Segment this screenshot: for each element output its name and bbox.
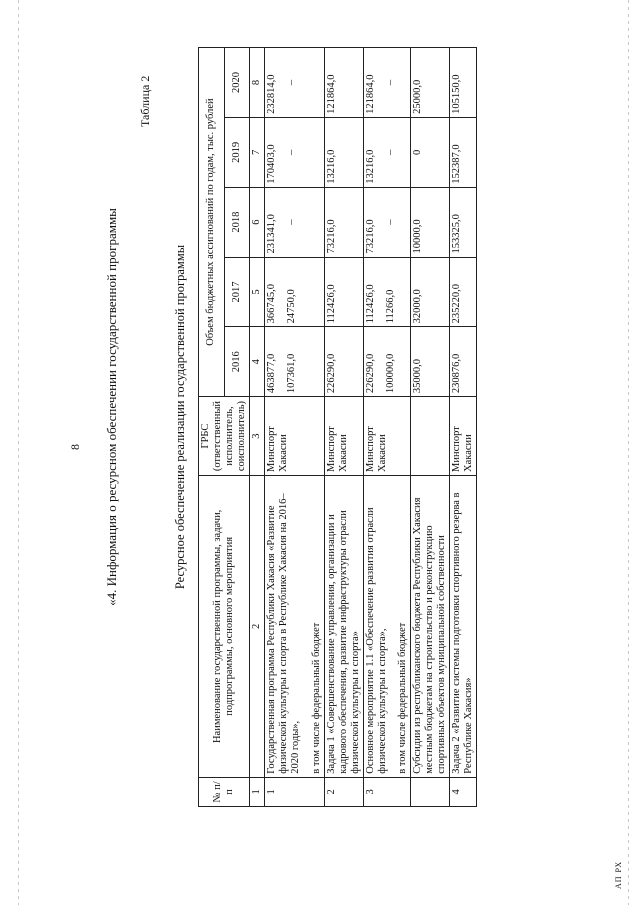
header-year: 2017 xyxy=(224,257,250,327)
row-name: Задача 1 «Совершенствование управления, организации и кадрового обеспечения, развитие инфраструктуры отрасли физической культуры и спорта» xyxy=(324,475,363,777)
column-index: 1 xyxy=(250,777,265,806)
table-row xyxy=(324,48,363,807)
header-name: Наименование государственной программы, задачи, подпрограммы, основного мероприятия xyxy=(199,475,250,777)
value: 231341,0 xyxy=(266,214,278,254)
value: 121864,0 xyxy=(364,74,376,114)
row-grbs: Минспорт Хакасии xyxy=(450,397,477,476)
value: 13216,0 xyxy=(364,149,376,184)
table-caption: Ресурсное обеспечение реализации государственной программы xyxy=(173,244,187,590)
federal-value: – xyxy=(384,219,396,225)
header-year: 2018 xyxy=(224,187,250,257)
value-2016: 230876,0 xyxy=(450,327,477,397)
page-number: 8 xyxy=(68,444,82,450)
header-volume: Объем бюджетных ассигнований по годам, тыс. рублей xyxy=(199,48,225,397)
row-number: 1 xyxy=(265,777,324,806)
value-2017: 32000,0 xyxy=(410,257,449,327)
value-2020: 105150,0 xyxy=(450,48,477,118)
value-2020: 25000,0 xyxy=(410,48,449,118)
column-index: 3 xyxy=(250,397,265,476)
column-index: 6 xyxy=(250,187,265,257)
row-name-cell xyxy=(265,475,324,777)
value-2019: 0 xyxy=(410,117,449,187)
value-2018: 153325,0 xyxy=(450,187,477,257)
federal-value: 107361,0 xyxy=(286,353,298,394)
row-grbs: Минспорт Хакасии xyxy=(324,397,363,476)
row-number: 4 xyxy=(450,777,477,806)
value-2018: 73216,0 xyxy=(324,187,363,257)
value-2017-cell xyxy=(363,257,410,327)
row-name: Субсидии из республиканского бюджета Республики Хакасия местным бюджетам на строительство и реконструкцию спортивных объектов муниципальной собственности xyxy=(410,475,449,777)
federal-budget-label: в том числе федеральный бюджет xyxy=(396,622,408,774)
row-name: Государственная программа Республики Хакасия «Развитие физической культуры и спорта в Республике Хакасия на 2016–2020 годы», xyxy=(266,493,302,774)
value-2019: 152387,0 xyxy=(450,117,477,187)
table-row xyxy=(410,48,449,807)
federal-value: – xyxy=(286,79,298,86)
rotated-content xyxy=(8,8,632,897)
table-row xyxy=(363,48,410,807)
row-grbs: Минспорт Хакасии xyxy=(265,397,324,476)
row-name-cell xyxy=(363,475,410,777)
header-year: 2019 xyxy=(224,117,250,187)
value-2016-cell xyxy=(265,327,324,397)
row-number: 2 xyxy=(324,777,363,806)
header-year: 2020 xyxy=(224,48,250,118)
column-index: 7 xyxy=(250,117,265,187)
table-row xyxy=(265,48,324,807)
federal-value: – xyxy=(286,219,298,225)
value-2020-cell xyxy=(265,48,324,118)
row-number xyxy=(410,777,449,806)
federal-value: 100000,0 xyxy=(384,353,396,394)
federal-value: 24750,0 xyxy=(286,289,298,324)
value: 366745,0 xyxy=(266,283,278,324)
header-year: 2016 xyxy=(224,327,250,397)
table-row xyxy=(450,48,477,807)
value: 232814,0 xyxy=(266,74,278,114)
value: 463877,0 xyxy=(266,353,278,394)
value-2018-cell xyxy=(363,187,410,257)
federal-budget-label: в том числе федеральный бюджет xyxy=(310,622,322,774)
federal-value: – xyxy=(384,149,396,155)
column-index: 5 xyxy=(250,257,265,327)
value: 226290,0 xyxy=(364,353,376,394)
row-grbs: Минспорт Хакасии xyxy=(363,397,410,476)
value-2017: 112426,0 xyxy=(324,257,363,327)
federal-value: – xyxy=(384,79,396,86)
row-name: Основное мероприятие 1.1 «Обеспечение развития отрасли физической культуры и спорта», xyxy=(364,507,388,774)
value-2019-cell xyxy=(265,117,324,187)
header-no: № п/п xyxy=(199,777,250,806)
value-2019: 13216,0 xyxy=(324,117,363,187)
section-title: «4. Информация о ресурсном обеспечении государственной программы xyxy=(104,208,119,606)
value-2018-cell xyxy=(265,187,324,257)
column-index: 2 xyxy=(250,475,265,777)
footer-stamp: АП РХ xyxy=(614,860,623,889)
value-2016: 226290,0 xyxy=(324,327,363,397)
column-index: 4 xyxy=(250,327,265,397)
value-2019-cell xyxy=(363,117,410,187)
value-2016: 35000,0 xyxy=(410,327,449,397)
column-index-row xyxy=(250,48,265,807)
value-2020: 121864,0 xyxy=(324,48,363,118)
value-2017: 235220,0 xyxy=(450,257,477,327)
value: 73216,0 xyxy=(364,219,376,254)
resource-table xyxy=(198,47,477,807)
value: 112426,0 xyxy=(364,284,376,324)
column-index: 8 xyxy=(250,48,265,118)
table-label: Таблица 2 xyxy=(138,75,152,127)
federal-value: 11266,0 xyxy=(384,289,396,324)
federal-value: – xyxy=(286,149,298,155)
value-2016-cell xyxy=(363,327,410,397)
row-number: 3 xyxy=(363,777,410,806)
row-name: Задача 2 «Развитие системы подготовки спортивного резерва в Республике Хакасия» xyxy=(450,475,477,777)
row-grbs xyxy=(410,397,449,476)
value-2018: 10000,0 xyxy=(410,187,449,257)
value-2017-cell xyxy=(265,257,324,327)
value-2020-cell xyxy=(363,48,410,118)
value: 170403,0 xyxy=(266,144,278,184)
header-grbs: ГРБС (ответственный исполнитель, соисполнитель) xyxy=(199,397,250,476)
